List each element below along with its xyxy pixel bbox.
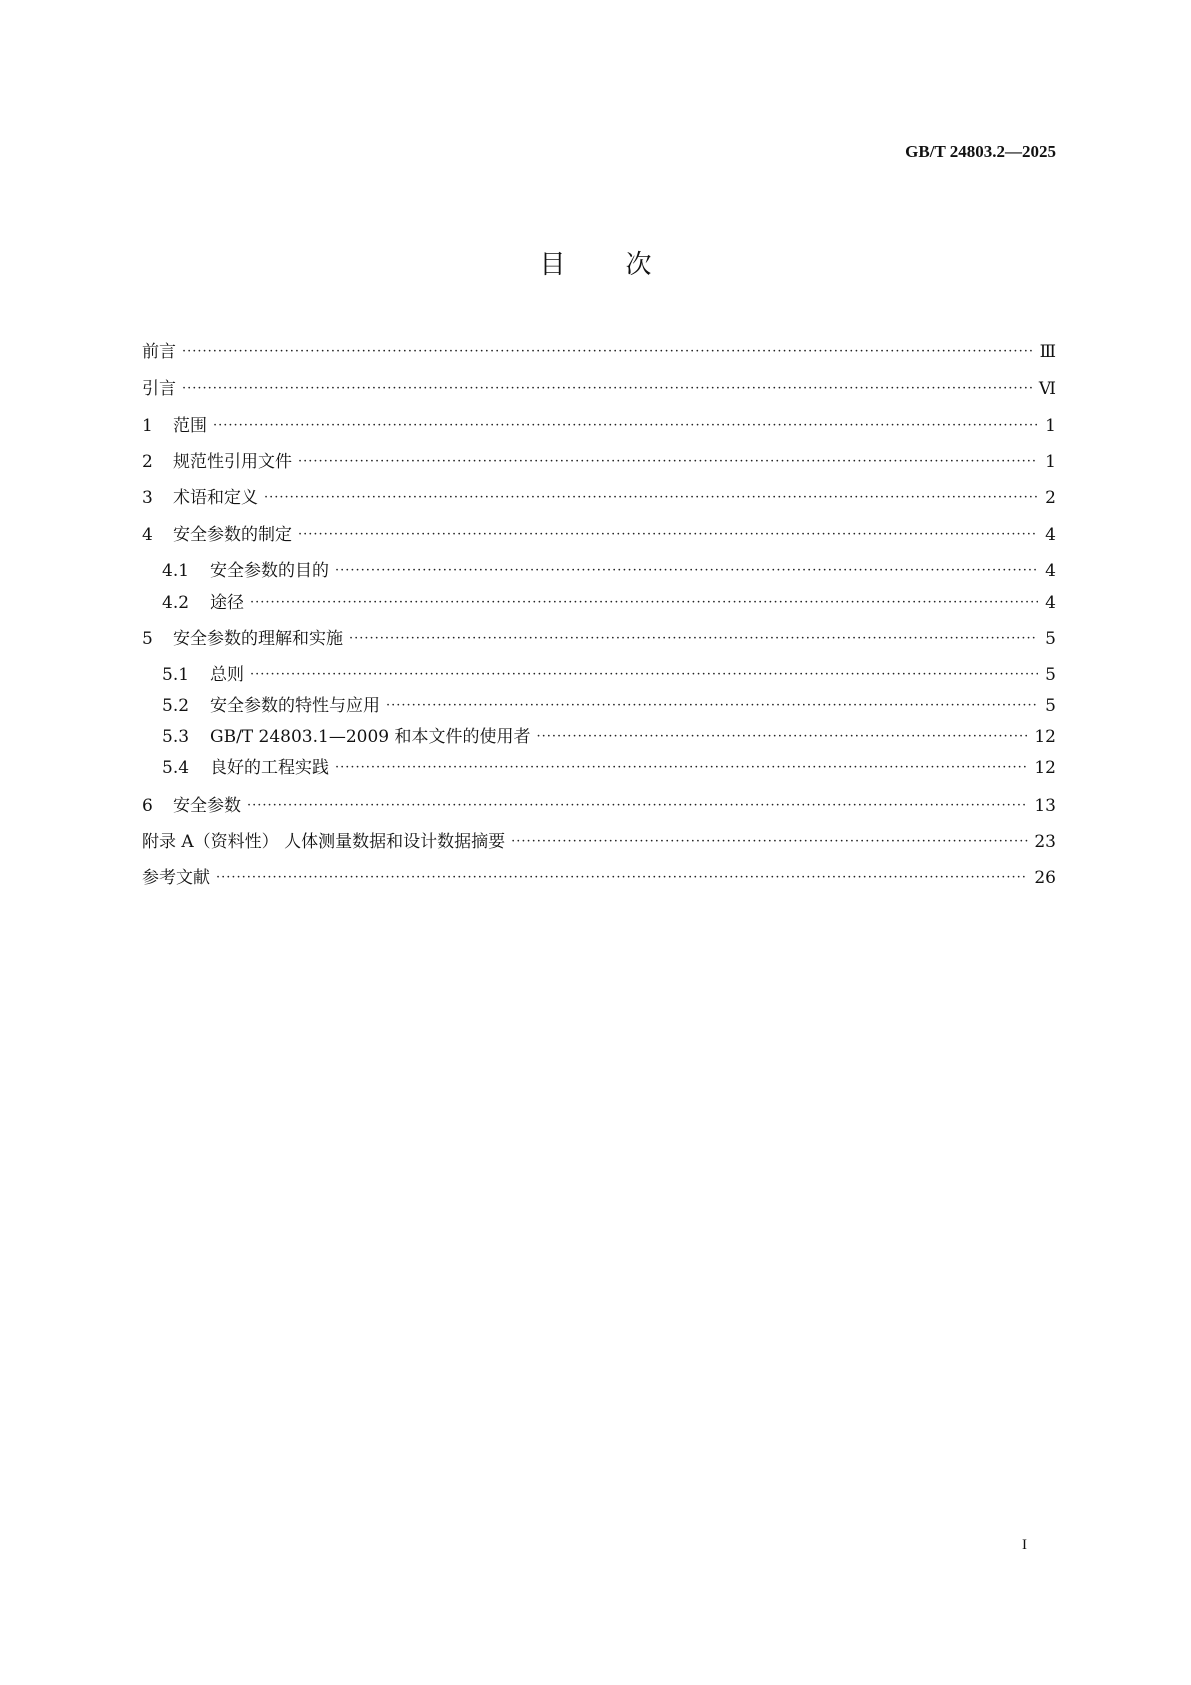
toc-entry-title: 参考文献: [142, 868, 210, 888]
toc-entry-page: 2: [1045, 488, 1056, 508]
dot-leader: [250, 664, 1038, 686]
toc-entry-page: 23: [1034, 832, 1056, 852]
dot-leader: [247, 795, 1028, 817]
toc-entry-title: 途径: [210, 593, 244, 613]
toc-entry[interactable]: [142, 487, 1056, 509]
toc-entry-title: 安全参数的制定: [173, 525, 292, 545]
dot-leader: [349, 628, 1038, 650]
toc-entry-page: Ⅲ: [1039, 342, 1056, 362]
dot-leader: [511, 831, 1028, 853]
toc-entry-title: 总则: [210, 665, 244, 685]
dot-leader: [182, 341, 1034, 363]
toc-entry-title: GB/T 24803.1—2009 和本文件的使用者: [210, 727, 531, 747]
toc-entry-number: 5.1: [162, 665, 190, 685]
toc-entry-page: 5: [1045, 696, 1056, 716]
toc-entry[interactable]: [142, 831, 1056, 853]
toc-entry-number: 5.2: [162, 696, 190, 716]
toc-entry[interactable]: [162, 560, 1056, 582]
toc-entry-number: 3: [142, 488, 153, 508]
dot-leader: [537, 726, 1029, 748]
dot-leader: [335, 757, 1028, 779]
toc-entry-number: 6: [142, 796, 153, 816]
toc-entry-title: 良好的工程实践: [210, 758, 329, 778]
toc-entry-page: 4: [1045, 561, 1056, 581]
toc-entry[interactable]: [142, 341, 1056, 363]
toc-entry[interactable]: [142, 524, 1056, 546]
toc-entry-page: 5: [1045, 629, 1056, 649]
toc-entry[interactable]: [162, 592, 1056, 614]
toc-entry-page: 4: [1045, 525, 1056, 545]
toc-entry-page: Ⅵ: [1038, 379, 1056, 399]
dot-leader: [298, 451, 1038, 473]
toc-entry[interactable]: [142, 628, 1056, 650]
toc-entry[interactable]: [142, 867, 1056, 889]
toc-entry-number: 5.3: [162, 727, 190, 747]
toc-entry-page: 1: [1045, 416, 1056, 436]
toc-entry[interactable]: [142, 795, 1056, 817]
toc-entry-title: 范围: [173, 416, 207, 436]
document-number: GB/T 24803.2—2025: [905, 142, 1056, 161]
toc-entry-number: 4.1: [162, 561, 190, 581]
toc-entry-number: 1: [142, 416, 153, 436]
dot-leader: [264, 487, 1038, 509]
toc-entry-number: 5: [142, 629, 153, 649]
toc-entry[interactable]: [142, 451, 1056, 473]
page-folio: I: [1022, 1537, 1027, 1553]
toc-entry-title: 术语和定义: [173, 488, 258, 508]
toc-entry-title: 前言: [142, 342, 176, 362]
toc-entry-page: 26: [1034, 868, 1056, 888]
toc-entry-page: 4: [1045, 593, 1056, 613]
dot-leader: [182, 378, 1033, 400]
toc-entry-page: 13: [1034, 796, 1056, 816]
toc-entry-title: 安全参数: [173, 796, 241, 816]
dot-leader: [250, 592, 1038, 614]
toc-entry-page: 12: [1034, 727, 1056, 747]
dot-leader: [213, 415, 1038, 437]
toc-entry-title: 引言: [142, 379, 176, 399]
toc-entry-number: 4.2: [162, 593, 190, 613]
toc-entry[interactable]: [142, 415, 1056, 437]
toc-entry[interactable]: [162, 664, 1056, 686]
dot-leader: [386, 695, 1038, 717]
dot-leader: [335, 560, 1038, 582]
toc-entry[interactable]: [142, 378, 1056, 400]
toc-entry-page: 12: [1034, 758, 1056, 778]
toc-entry-title: 附录 A（资料性） 人体测量数据和设计数据摘要: [142, 832, 506, 852]
dot-leader: [298, 524, 1038, 546]
page-title: 目次: [539, 250, 712, 280]
toc-entry[interactable]: [162, 757, 1056, 779]
toc-entry-title: 规范性引用文件: [173, 452, 292, 472]
toc-entry-title: 安全参数的目的: [210, 561, 329, 581]
toc-entry-number: 5.4: [162, 758, 190, 778]
toc-entry-page: 1: [1045, 452, 1056, 472]
toc-entry-number: 2: [142, 452, 153, 472]
toc-entry-title: 安全参数的理解和实施: [173, 629, 343, 649]
toc-entry-page: 5: [1045, 665, 1056, 685]
toc-entry[interactable]: [162, 726, 1056, 748]
toc-entry[interactable]: [162, 695, 1056, 717]
toc-entry-number: 4: [142, 525, 153, 545]
toc-entry-title: 安全参数的特性与应用: [210, 696, 380, 716]
dot-leader: [216, 867, 1028, 889]
